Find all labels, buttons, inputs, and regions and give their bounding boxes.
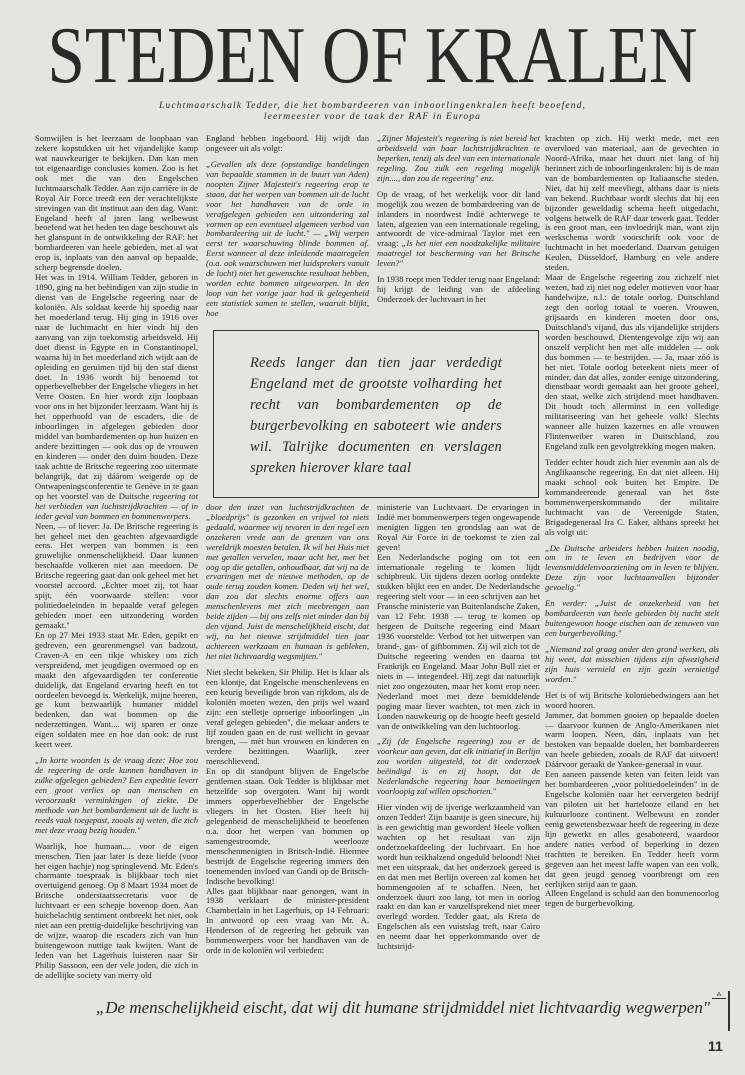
body-text: England hebben ingeboord. Hij wijdt dan ongeveer uit als volgt: (206, 133, 369, 153)
footer-quote: „De menschelijkheid eischt, dat wij dit humane strijdmiddel niet lichtvaardig wegwerpen" (95, 997, 710, 1017)
paragraph (545, 544, 719, 594)
body-text: Het is of wij Britsche koloniebedwingers aan het woord hooren. (545, 689, 719, 710)
body-text: En op 27 Mei 1933 staat Mr. Eden, gepikt en gedreven, een geurenmengsel van badzout, Craven-A en een tikje whiskey om zich verspreidend, met jeugdigen overmoed op en maakt den afgevaardigden ter conferentie duidelijk, dat Engeland ervaring heeft en tot oordeelen bevoegd is. Werkelijk, mijne heeren, ge kunt bezwaarlijk humaner middel bedenken, dan wat bommen op die nederzettingen. Want.... wij sparen er onze eigen soldaten mee en hoe dan ook: de rust keert weer. (35, 629, 198, 750)
footer-rule (728, 991, 730, 1031)
quoted-text: „Gevallen als deze (opstandige handelingen van bepaalde stammen in de buurt van Aden) noopten Zijner Majesteit's regeering erop te staan, dat het werpen van bommen uit de lucht voor het handhaven van de orde in verafgelegen gebieden een uitzondering zal vormen op een eventueel algemeen verbod van bombardeering uit de lucht." — „Wij werpen eerst ter waarschuwing blinde bommen af. Eerst wanneer al deze inleidende maatregelen (o.a. ook waarschuwen met luidsprekers vanuit de lucht) niet het gewenschte resultaat hebben, worden echte bommen uitgeworpen. In den loop van het vorige jaar had ik gelegenheid een statistiek samen te stellen, waaruit blijkt, hoe (206, 158, 369, 318)
quoted-text: „Zijner Majesteit's regeering is niet bereid het arbeidsveld van haar luchtstrijdkrachten te beperken, tenzij als deel van een internationale regeling. Zou zulk een regeling mogelijk zijn...., dan zou de regeering" enz. (377, 133, 540, 183)
quoted-text: En verder: „Juist de onzekerheid van het bombardeeren van heele gebieden bij nacht stelt buitengewoon hooge eischen aan de zenuwen van een burgerbevolking." (545, 598, 719, 638)
paragraph (545, 645, 719, 685)
body-text: Hier vinden wij de ijverige werkzaamheid van onzen Tedder! Zijn baantje is geen sinecure, hij is een gewichtig man geworden! Heele volken wachten op het resultaat van zijn onderzoekafdeeling der luchtvaart. En hoe wordt hun reikhalzend ongeduld beloond! Niet met een uitspraak, dat het onderzoek gereed is en dat men met Berlijn overeen zal komen het bommengooien af te schaffen. Neen, het onderzoek duurt zoo lang, tot men in oorlog raakt en dan kan er vanzelfsprekend niet meer overlegd worden. Tedder gaat, als Kreta de Engelschen als een vuistslag treft, naar Cairo en neemt daar het opperkommando over de luchtstrijd- (377, 802, 540, 952)
body-text: Niet slecht bekeken, Sir Philip. Het is klaar als een klontje, dat Engelsche menschenlevens en een keurig beveiligde bron van rijkdom, als de koloniën moeten wezen, den prijs wel waard zijn: een stelletje oproerige inboorlingen „in veraf gelegen gebieden", die mekaar anders te lijf zouden gaan en de rust wellicht in gevaar brengen, — mèt hun vrouwen en kinderen en verdere bezittingen. Waarlijk, zeer menschlievend. (206, 666, 369, 767)
paragraph (545, 770, 719, 889)
body-text: Waarlijk, hoe humaan.... voor de eigen menschen. Tien jaar later is deze liefde (voor het eigen hachje) nog springlevend. Mr. Eden's charmante toespraak is blijkbaar toch niet overtuigend genoeg. Op 8 Maart 1934 moet de Britsche onderstaatssecretaris voor de luchtvaart er een schepje bovenop doen. Aan huichelachtig sentiment ontbreekt het niet, ook niet aan een prettig-duidelijke beschrijving van de wijze, waarop die escaders zich van hun buitengewoon nuttige taak kwijten. Want de leden van het Lagerhuis luisteren naar Sir Philip Sassoon, een der vele joden, die zich in de adellijke society van merry old (35, 840, 198, 980)
body-text: In 1938 roept men Tedder terug naar Engeland: hij krijgt de leiding van de afdeeling Onderzoek der luchtvaart in het (377, 274, 540, 305)
paragraph (377, 275, 540, 305)
quoted-text: „Is het niet een noodzakelijke militaire maatregel tot bescherming van het Britsche leven?" (377, 238, 540, 269)
paragraph (35, 273, 198, 521)
body-text: Alleen Engeland is schuld aan den bommenoorlog tegen de burgerbevolking. (545, 888, 719, 909)
page-number: 11 (708, 1037, 723, 1054)
paragraph (377, 190, 540, 270)
paragraph (545, 458, 719, 538)
quoted-text: regeering tot het verbieden van luchtstrijdkrachten — of in ieder geval van bommen en bommenwerpers. (35, 490, 198, 521)
middle-columns (206, 134, 540, 956)
paragraph (206, 134, 369, 154)
body-text: ministerie van Luchtvaart. De ervaringen in Indië met bommenwerpers tegen ongewapende menigten liggen ten grondslag aan wat de Royal Air Force in de toekomst te zien zal geven! (377, 501, 540, 552)
publisher-logo-icon: ⁂ (712, 993, 726, 999)
paragraph (206, 160, 369, 319)
column-3-bottom (377, 503, 540, 956)
paragraph (206, 887, 369, 957)
paragraph (377, 553, 540, 732)
body-text: Een aaneen passende keten van feiten leidt van het bombardeeren „voor politiedoeleinden" in de Engelsche koloniën naar het eervergeten bedrijf van piloten uit het hartelooze eiland en het kultuurlooze continent. Welbewust en zonder eenig gewetensbezwaar heeft de regeering in deze lijn gewerkt en alles gesaboteerd, waardoor andere naties verbod of beperking in dezen trachtten te bereiken. En Tedder heeft vorm gegeven aan het meest laffe wapen van een volk, dat geen jeugd genoeg voortbrengt om een eerlijken strijd aan te gaan. (545, 769, 719, 889)
body-text: Neen, — of liever: Ja. De Britsche regeering is het geheel met den geachten afgevaardigde eens. Het werpen van bommen is een gruwelijke onmenschelijkheid. Daar kunnen beschaafde volkeren niet aan meedoen. De Britsche regeering gaat dan ook geheel met het voorstel accoord. „Echter moet zij, tot haar spijt, één voorwaarde stellen: voor politiedoeleinden in bepaalde veraf gelegen gebieden moet een uitzondering worden gemaakt." (35, 520, 198, 630)
paragraph (206, 503, 369, 662)
column-3-top (377, 134, 540, 325)
paragraph (35, 522, 198, 631)
article-title: STEDEN OF KRALEN (47, 12, 698, 92)
column-1 (35, 134, 198, 981)
paragraph (545, 273, 719, 452)
paragraph (377, 803, 540, 952)
paragraph (206, 767, 369, 886)
paragraph (545, 889, 719, 909)
body-text: Somwijlen is het leerzaam de loopbaan van zekere kopstukken uit het vijandelijke kamp wat nauwkeuriger te bekijken. Dan kan men tot eigenaardige conclusies komen. Zoo is het ook met die van den Engelschen luchtmaarschalk Tedder. Aan zijn carrière in de Royal Air Force treedt een der verachtelijkste strevingen van dit instituut aan den dag. Want: Engeland heeft al jaren lang welbewust beoefend wat het heden ten dage beschouwt als het glanspunt in de ontwikkeling der RAF: het bombardeeren van heele gebieden, met al wat erop is, inplaats van den aanval op bepaalde, scherp begrensde doelen. (35, 133, 198, 273)
paragraph (545, 691, 719, 711)
column-2-top (206, 134, 369, 325)
pull-quote-box (213, 330, 539, 498)
article-title-banner (0, 0, 745, 92)
quoted-text: door den inzet van luchtstrijdkrachten de „bloedprijs" is gezonken en vrijwel tot niets gedaald, waarmee wij tevoren in den regel een onzekeren vrede aan de grenzen van ons wereldrijk moesten betalen. Ik wil het Huis niet met getallen vervelen, maar acht het, met het oog op die getallen, onhoudbaar, dat wij na de ervaringen met de nieuwe methoden, op de oude terug zouden komen. Deden wij het wel, dan zou dat slechts enorme offers aan menschenlevens met zich meebrengen aan beide zijden — bij ons zelfs niet minder dan bij den vijand. Juist de menschelijkheid eischt, dat wij, nu het nieuwe strijdmiddel tien jaar achtereen werkzaam en humaan is gebleken, het niet lichtvaardig wegsmijten." (206, 501, 369, 661)
body-text: Tedder echter houdt zich hier evenmin aan als de Anglikaansche regeering. En dat niet alleen. Hij maakt school ook buiten het Empire. De kommandeerende generaal van het 8ste bommenwerperskommando der militaire luchtmacht van de Vereenigde Staten, Brigadegeneraal Ira C. Eaker, althans spreekt het als volgt uit: (545, 457, 719, 537)
column-4 (545, 134, 719, 909)
pull-quote-text: Reeds langer dan tien jaar verdedigt Engeland met de grootste volharding het recht van bombardementen op de burgerbevolking en saboteert wie anders wil. Talrijke documenten en verslagen spreken hierover klare taal (250, 354, 502, 476)
body-text: Een Nederlandsche poging om tot een internationale regeling te komen lijdt schipbreuk. Uit tijdens dezen oorlog ontdekte stukken blijkt een en ander. De Nederlandsche regeering stelt voor — in een schrijven aan het Fransche ministerie van Buitenlandsche Zaken, van 12 Febr. 1938 — terug te komen op hetgeen de Duitsche regeering eind Maart 1936 voorstelde: Verbod tot het uitwerpen van brand-, gas- of giftbommen. Zij wil zich tot de Duitsche regeering wenden en daarna tot Frankrijk en Engeland. Maar John Bull ziet er niets in — integendeel. Hij zegt dat natuurlijk niet zoo ongezouten, maar het komt erop neer. Nederland moet met deze bemiddelende poging maar liever wachten, tot men zich in Londen nauwkeurig op de hoogte heeft gesteld van de ontwikkeling van den luchtoorlog. (377, 551, 540, 731)
paragraph (35, 842, 198, 981)
middle-bottom-row (206, 503, 540, 956)
paragraph (35, 134, 198, 273)
middle-top-row (206, 134, 540, 325)
body-text: Jammer, dat bommen gooien op bepaalde doelen — daarvoor kunnen de Anglo-Amerikanen niet warm loopen. Neen, dán, inplaats van het bestoken van bepaalde doelen, het bombardeeren van heele gebieden, zooals de RAF dat uitvoert! Dáárvoor geraakt de Yankee-generaal in vuur. (545, 709, 719, 770)
article-body (35, 134, 719, 981)
body-text: Op de vraag, of het werkelijk voor dit land mogelijk zou wezen de bombardeering van de inlanders in noordwest Indië achterwege te laten, afgezien van een internationale regeling, antwoordt de vice-admiraal Taylor met een vraag: (377, 188, 540, 249)
footer (0, 991, 745, 1035)
quoted-text: „In korte woorden is de vraag deze: Hoe zou de regeering de orde kunnen handhaven in zulke afgelegen gebieden? Een expeditie levert een groot verlies op aan menschen en veroorzaakt verminkingen of ziekte. De methode van het bombardement uit de lucht is reeds vaak toegepast, zooals zij weten, die zich met deze vraag bezig houden." (35, 755, 198, 835)
paragraph (545, 134, 719, 273)
paragraph (545, 711, 719, 771)
paragraph (35, 631, 198, 750)
article-subtitle: Luchtmaarschalk Tedder, die het bombardeeren van inboorlingenkralen heeft beoefend, leermeester voor de taak der RAF in Europa (158, 100, 586, 122)
body-text: Het was in 1914. William Tedder, geboren in 1890, ging na het beëindigen van zijn studie in dienst van de Engelsche regeering naar de koloniën. Als soldaat keerde hij spoedig naar het moederland terug. Hij ging in 1916 over naar de luchtmacht en hier vindt hij den aanvang van zijn toekomstig arbeidsveld. Hij doet dienst in Egypte en in Constantinopel, waarna hij in het moederland zich wijdt aan de opleiding en geruimen tijd bij den staf dienst doet. In 1936 wordt hij benoemd tot opperbevelhebber der Engelsche vliegers in het Verre Oosten. En hier wordt zijn loopbaan voor ons in het bijzonder leerzaam. Want hij is het opperhoofd van de escaders, die de inboorlingen in afgelegen gebieden door middel van bombardementen op hun huizen en andere bezittingen — ook dus op de vrouwen en kinderen — onder den duim houden. Deze taak achtte de Britsche regeering zoo uitermate belangrijk, dat zij dáárom weigerde op de Ontwapeningsconferentie te Genève in te gaan op het voorstel van de Duitsche (35, 272, 198, 501)
body-text: Maar de Engelsche regeering zou zichzelf niet wezen, had zij niet nog edeler motieven voor haar handelwijze, n.l.: de totale oorlog. Duitschland zegt den oorlog totaal te voeren. Vrouwen, grijsaards en kinderen moeten door ons, Duitschland's vijand, dus als vijandelijke strijders worden beschouwd. Dientengevolge zijn wij aan onszelf verplicht hen met alle middelen — ook dus bommen — te bestrijden. — Ja, maar zóó is het niet. Totale oorlog beteekent niets meer of minder, dan dat alles, zonder eenige uitzondering, dienstbaar wordt gemaakt aan het groote geheel, den staat, welke zich strijdend moet handhaven. Dit houdt toch allerminst in een volledige militariseering van het geheele volk! Slechts wanneer alle huizen kazernes en alle vrouwen Flintenweiber waren in Duitschland, zou Engeland zulk een gevolgtrekking mogen maken. (545, 272, 719, 452)
paragraph (35, 756, 198, 836)
quoted-text: „De Duitsche arbeiders hebben huizen noodig, om in te leven en bedrijven voor de levensmiddelenvoorziening om in leven te blijven. Deze zijn voor luchtaanvallen bijzonder gevoelig." (545, 542, 719, 593)
paragraph (377, 737, 540, 797)
body-text: En op dit standpunt blijven de Engelsche gentlemen staan. Ook Tedder is blijkbaar met hetzelfde sop overgoten. Want hij wordt immers opperbevelhebber der Engelsche vliegers in het Oosten. Hier heeft hij gelegenheid de menschelijkheid te beoefenen o.a. door het werpen van bommen op samengestroomde, weerlooze menschenmenigten in Britsch-Indië. Hiermee bestrijdt de Engelsche regeering immers den toenemenden invloed van Gandi op de Britsch-Indische bevolking! (206, 766, 369, 886)
body-text: krachten op zich. Hij werkt mede, met een overvloed van materiaal, aan de gevechten in Noord-Afrika, maar het duurt niet lang of hij herinnert zich de inboorlingenkralen: hij is de man van de bombardementen op Italiaansche steden. Niet, dat hij zelf meevliegt, althans daar is niets van bekend. Ruchtbaar wordt slechts dat hij een bijzonder geweldadig schema heeft uitgedacht, volgens hetwelk de RAF daar tewerk gaat. Tedder is een groot man, een invloedrijk man, want zijn werkschema wordt voorschrift ook voor de luchtmacht in het moederland. Daarvan getuigen Keulen, Düsseldorf, Hamburg en vele andere steden. (545, 133, 719, 273)
quoted-text: „Zij (de Engelsche regeering) zou er de voorkeur aan geven, dat elk initiatief in Berlijn zou worden uitgesteld, tot dit onderzoek beëindigd is en zij hoopt, dat de Nederlandsche regeering haar bemoeiingen voorloopig zal willen opschorten." (377, 736, 540, 797)
paragraph (377, 134, 540, 184)
paragraph (545, 599, 719, 639)
quoted-text: „Niemand zal graag onder den grond werken, als hij weet, dat misschien tijdens zijn afwezigheid zijn huis vernield en zijn gezin vernietigd worden." (545, 643, 719, 684)
paragraph (377, 503, 540, 553)
column-2-bottom (206, 503, 369, 956)
body-text: Alles gaat blijkbaar naar genoegen, want in 1938 verklaart de minister-president Chamberlain in het Lagerhuis, op 14 Februari: In antwoord op een vraag van Mr. A. Henderson of de regeering het gebruik van bommenwerpers voor het handhaven van de orde in de koloniën wil verbieden: (206, 885, 369, 956)
paragraph (206, 668, 369, 767)
